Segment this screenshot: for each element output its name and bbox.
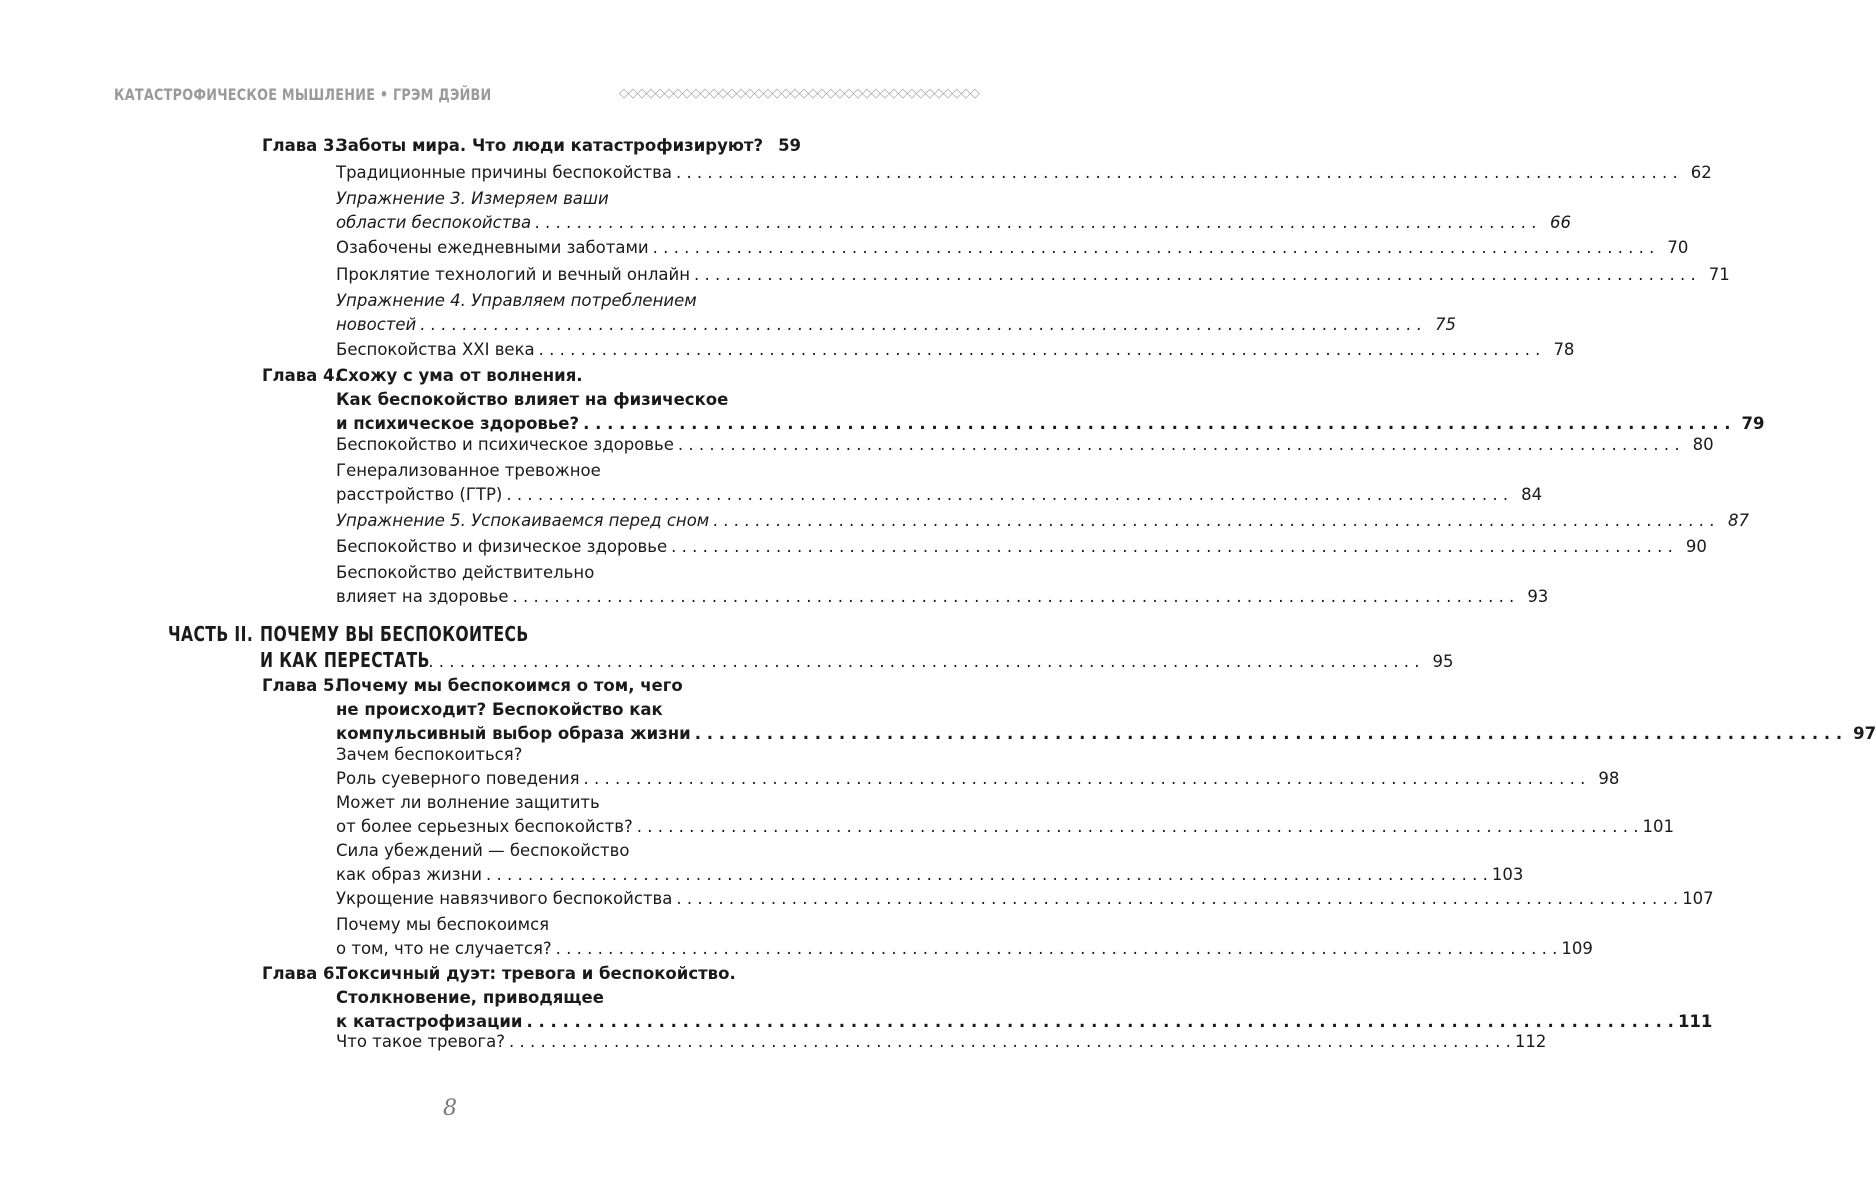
- leader-dots: [694, 263, 1696, 287]
- entry-title: Беспокойства XXI века: [336, 340, 535, 359]
- page-number: 97: [1853, 724, 1876, 743]
- leader-dots: [637, 815, 1639, 839]
- page-number: 79: [1741, 414, 1765, 433]
- toc-exercise-entry[interactable]: [336, 187, 1571, 235]
- toc-entry[interactable]: [336, 743, 1620, 791]
- entry-title: Как беспокойство влияет на физическое: [336, 390, 729, 409]
- leader-dots: [695, 722, 1842, 746]
- page-number: 75: [1435, 315, 1457, 334]
- chapter-label: Глава 4.: [262, 366, 341, 385]
- page-number: 62: [1690, 163, 1712, 182]
- entry-title: компульсивный выбор образа жизни: [336, 724, 691, 743]
- entry-title: и психическое здоровье?: [336, 414, 580, 433]
- diamond-ornament-icon: ◇◇◇◇◇◇◇◇◇◇◇◇◇◇◇◇◇◇◇◇◇◇◇◇◇◇◇◇◇◇◇◇◇◇◇◇◇◇◇◇: [619, 86, 979, 101]
- entry-title: к катастрофизации: [336, 1012, 523, 1031]
- toc-exercise-entry[interactable]: [336, 289, 1457, 337]
- entry-title: Упражнение 5. Успокаиваемся перед сном: [336, 511, 710, 530]
- leader-dots: [676, 887, 1678, 911]
- toc-entry[interactable]: [336, 913, 1593, 961]
- toc-entry[interactable]: [336, 338, 1575, 362]
- chapter-label: Глава 3.: [262, 136, 341, 155]
- toc-part-2[interactable]: [168, 622, 1454, 674]
- toc-entry[interactable]: [336, 236, 1689, 260]
- entry-title: Упражнение 4. Управляем потреблением: [336, 291, 697, 310]
- part-title: ПОЧЕМУ ВЫ БЕСПОКОИТЕСЬ: [260, 622, 529, 646]
- page-number: 71: [1708, 265, 1730, 284]
- page-number: 111: [1677, 1012, 1713, 1031]
- leader-dots: [535, 211, 1537, 235]
- entry-title: расстройство (ГТР): [336, 485, 503, 504]
- entry-title: Беспокойство и психическое здоровье: [336, 435, 674, 454]
- entry-title: Генерализованное тревожное: [336, 461, 601, 480]
- chapter-label: Глава 5.: [262, 676, 341, 695]
- page-number: 101: [1642, 817, 1674, 836]
- toc-entry[interactable]: [336, 887, 1714, 911]
- page-folio: 8: [443, 1096, 457, 1121]
- page-number: 90: [1685, 537, 1707, 556]
- toc-exercise-entry[interactable]: [336, 509, 1750, 533]
- leader-dots: [509, 1030, 1511, 1054]
- page-number: 112: [1514, 1032, 1547, 1051]
- toc-entry[interactable]: [336, 791, 1674, 839]
- entry-title: Почему мы беспокоимся: [336, 915, 550, 934]
- toc-entry[interactable]: [336, 1030, 1547, 1054]
- leader-dots: [556, 937, 1558, 961]
- toc-entry[interactable]: [336, 161, 1712, 185]
- leader-dots: [486, 863, 1488, 887]
- toc-entry[interactable]: [336, 839, 1524, 887]
- page-number: 107: [1682, 889, 1714, 908]
- entry-title: Что такое тревога?: [336, 1032, 506, 1051]
- page-number: 78: [1553, 340, 1575, 359]
- page-number: 95: [1432, 652, 1454, 671]
- entry-title: Традиционные причины беспокойства: [336, 163, 672, 182]
- part-label: ЧАСТЬ II.: [168, 622, 254, 646]
- toc-entry[interactable]: [336, 459, 1543, 507]
- toc-entry[interactable]: [336, 535, 1707, 559]
- leader-dots: [418, 650, 1420, 674]
- leader-dots: [539, 338, 1541, 362]
- entry-title: Роль суеверного поведения: [336, 769, 580, 788]
- part-title: И КАК ПЕРЕСТАТЬ: [260, 648, 430, 672]
- entry-title: Проклятие технологий и вечный онлайн: [336, 265, 690, 284]
- page-number: 66: [1549, 213, 1571, 232]
- page-number: 93: [1527, 587, 1549, 606]
- toc-entry[interactable]: [336, 561, 1549, 609]
- entry-title: от более серьезных беспокойств?: [336, 817, 633, 836]
- entry-title: Может ли волнение защитить: [336, 793, 600, 812]
- entry-title: новостей: [336, 315, 417, 334]
- entry-title: Столкновение, приводящее: [336, 988, 604, 1007]
- leader-dots: [584, 767, 1586, 791]
- leader-dots: [513, 585, 1515, 609]
- page-number: 103: [1491, 865, 1524, 884]
- chapter-label: Глава 6.: [262, 964, 341, 983]
- page-number: 87: [1728, 511, 1750, 530]
- entry-title: Заботы мира. Что люди катастрофизируют?: [336, 136, 764, 155]
- entry-title: Токсичный дуэт: тревога и беспокойство.: [336, 964, 736, 983]
- leader-dots: [676, 161, 1678, 185]
- page-number: 98: [1598, 769, 1620, 788]
- leader-dots: [420, 313, 1422, 337]
- leader-dots: [506, 483, 1508, 507]
- toc-chapter-5[interactable]: [262, 674, 1876, 746]
- leader-dots: [653, 236, 1655, 260]
- entry-title: Беспокойство и физическое здоровье: [336, 537, 668, 556]
- entry-title: Озабочены ежедневными заботами: [336, 238, 649, 257]
- page-number: 59: [778, 136, 802, 155]
- entry-title: Зачем беспокоиться?: [336, 745, 523, 764]
- leader-dots: [678, 433, 1680, 457]
- entry-title: как образ жизни: [336, 865, 483, 884]
- entry-title: влияет на здоровье: [336, 587, 509, 606]
- page-number: 70: [1667, 238, 1689, 257]
- toc-chapter-6[interactable]: [262, 962, 1713, 1034]
- entry-title: Почему мы беспокоимся о том, чего: [336, 676, 683, 695]
- page-number: 80: [1692, 435, 1714, 454]
- entry-title: Упражнение 3. Измеряем ваши: [336, 189, 609, 208]
- entry-title: области беспокойства: [336, 213, 532, 232]
- entry-title: Укрощение навязчивого беспокойства: [336, 889, 673, 908]
- page-number: 109: [1561, 939, 1593, 958]
- toc-entry[interactable]: [336, 263, 1730, 287]
- entry-title: Сила убеждений — беспокойство: [336, 841, 630, 860]
- entry-title: о том, что не случается?: [336, 939, 552, 958]
- running-title: КАТАСТРОФИЧЕСКОЕ МЫШЛЕНИЕ • ГРЭМ ДЭЙВИ: [114, 84, 492, 104]
- page-number: 84: [1521, 485, 1543, 504]
- leader-dots: [671, 535, 1673, 559]
- toc-entry[interactable]: [336, 433, 1714, 457]
- leader-dots: [713, 509, 1715, 533]
- entry-title: Беспокойство действительно: [336, 563, 595, 582]
- toc-chapter-3[interactable]: [262, 134, 802, 158]
- toc-chapter-4[interactable]: [262, 364, 1765, 436]
- entry-title: Схожу с ума от волнения.: [336, 366, 583, 385]
- entry-title: не происходит? Беспокойство как: [336, 700, 663, 719]
